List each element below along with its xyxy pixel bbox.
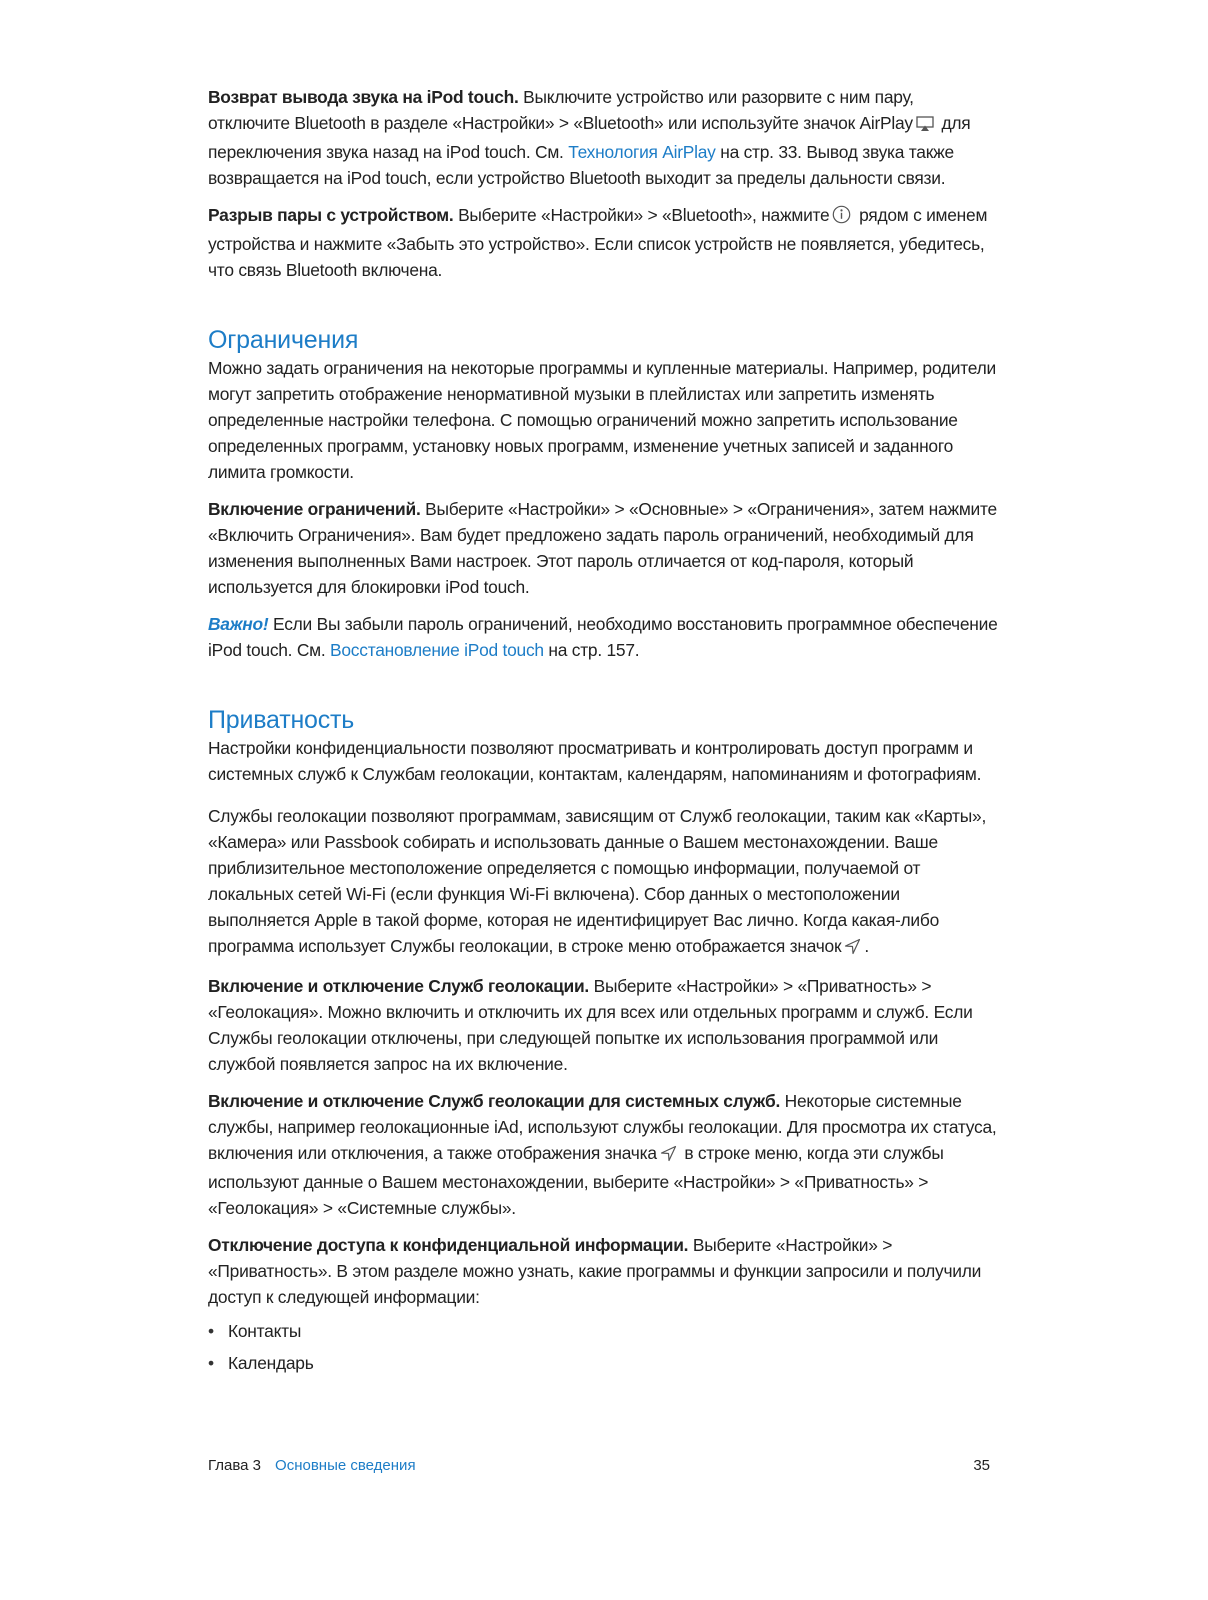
- unpair-paragraph: [208, 202, 998, 283]
- restrictions-important-paragraph: [208, 611, 998, 663]
- location-text-1: Службы геолокации позволяют программам, зависящим от Служб геолокации, таким как «Карты», «Камера» или Passbook собирать и использовать данные о Вашем местонахождении. Ваше приблизительное местоположение определяется с помощью информации, получаемой от локальных сетей Wi‑Fi (если функция Wi‑Fi включена). Сбор данных о местоположении выполняется Apple в такой форме, которая не идентифицирует Вас лично. Когда какая-либо программа использует Службы геолокации, в строке меню отображается значок: [208, 806, 987, 956]
- page-footer: [208, 1456, 990, 1476]
- location-text-2: .: [864, 936, 869, 956]
- list-item: • Контакты: [208, 1318, 998, 1344]
- unpair-text-2: рядом с именем устройства и нажмите «Забыть это устройство». Если список устройств не появляется, убедитесь, что связь Bluetooth включена.: [208, 205, 988, 280]
- system-services-text-2: в строке меню, когда эти службы используют данные о Вашем местонахождении, выберите «Настройки» > «Приватность» > «Геолокация» > «Системные службы».: [208, 1143, 944, 1218]
- restrictions-enable-paragraph: [208, 496, 998, 600]
- audio-return-paragraph: [208, 84, 998, 191]
- important-text-1: Если Вы забыли пароль ограничений, необходимо восстановить программное обеспечение iPod touch. См.: [208, 614, 998, 660]
- privacy-heading: Приватность: [208, 706, 355, 734]
- disable-access-paragraph: [208, 1232, 998, 1310]
- list-item: • Календарь: [208, 1350, 998, 1376]
- system-services-lead: Включение и отключение Служб геолокации для системных служб.: [208, 1091, 781, 1111]
- important-label: Важно!: [208, 614, 269, 634]
- location-toggle-text: Выберите «Настройки» > «Приватность» > «Геолокация». Можно включить и отключить их для всех или отдельных программ и служб. Если Службы геолокации отключены, при следующей попытке их использования программой или службой появляется запрос на их включение.: [208, 976, 973, 1074]
- system-services-text-1: Некоторые системные службы, например геолокационные iAd, используют службы геолокации. Для просмотра их статуса, включения или отключения, а также отображения значка: [208, 1091, 997, 1163]
- location-toggle-lead: Включение и отключение Служб геолокации.: [208, 976, 590, 996]
- location-arrow-icon: [844, 936, 861, 962]
- restore-link[interactable]: Восстановление iPod touch: [330, 640, 544, 660]
- disable-access-lead: Отключение доступа к конфиденциальной информации.: [208, 1235, 689, 1255]
- privacy-data-list: [208, 1318, 998, 1376]
- location-paragraph: [208, 803, 998, 962]
- audio-return-text-1: Выключите устройство или разорвите с ним пару, отключите Bluetooth в разделе «Настройки» > «Bluetooth» или используйте значок AirPlay: [208, 87, 914, 133]
- unpair-text-1: Выберите «Настройки» > «Bluetooth», нажмите: [453, 205, 830, 225]
- restrictions-intro: Можно задать ограничения на некоторые программы и купленные материалы. Например, родители могут запретить отображение ненормативной музыки в плейлистах или запретить изменять определенные настройки телефона. С помощью ограничений можно запретить использование определенных программ, установку новых программ, изменение учетных записей и заданного лимита громкости.: [208, 358, 996, 482]
- important-text-2: на стр. 157.: [543, 640, 640, 660]
- airplay-icon: [916, 113, 934, 139]
- unpair-lead: Разрыв пары с устройством.: [208, 205, 454, 225]
- airplay-link[interactable]: Технология AirPlay: [568, 142, 716, 162]
- location-toggle-paragraph: [208, 973, 998, 1077]
- audio-return-text-2: для переключения звука назад на iPod touch. См.: [208, 113, 971, 162]
- restrictions-enable-lead: Включение ограничений.: [208, 499, 421, 519]
- info-icon: [832, 205, 851, 231]
- restrictions-heading: Ограничения: [208, 326, 359, 354]
- page-number: 35: [973, 1457, 990, 1474]
- audio-return-lead: Возврат вывода звука на iPod touch.: [208, 87, 519, 107]
- restrictions-enable-text: Выберите «Настройки» > «Основные» > «Ограничения», затем нажмите «Включить Ограничения». Вам будет предложено задать пароль ограничений, необходимый для изменения выполненных Вами настроек. Этот пароль отличается от код-пароля, который используется для блокировки iPod touch.: [208, 499, 997, 597]
- audio-return-text-3: на стр. 33. Вывод звука также возвращается на iPod touch, если устройство Bluetooth выходит за пределы дальности связи.: [208, 142, 954, 188]
- footer-chapter-title[interactable]: Основные сведения: [275, 1457, 416, 1474]
- location-arrow-icon: [660, 1143, 677, 1169]
- disable-access-text: Выберите «Настройки» > «Приватность». В этом разделе можно узнать, какие программы и функции запросили и получили доступ к следующей информации:: [208, 1235, 982, 1307]
- page-content: [208, 84, 998, 1376]
- system-services-paragraph: [208, 1088, 998, 1221]
- footer-chapter: Глава 3: [208, 1457, 262, 1474]
- privacy-intro: Настройки конфиденциальности позволяют просматривать и контролировать доступ программ и системных служб к Службам геолокации, контактам, календарям, напоминаниям и фотографиям.: [208, 738, 982, 784]
